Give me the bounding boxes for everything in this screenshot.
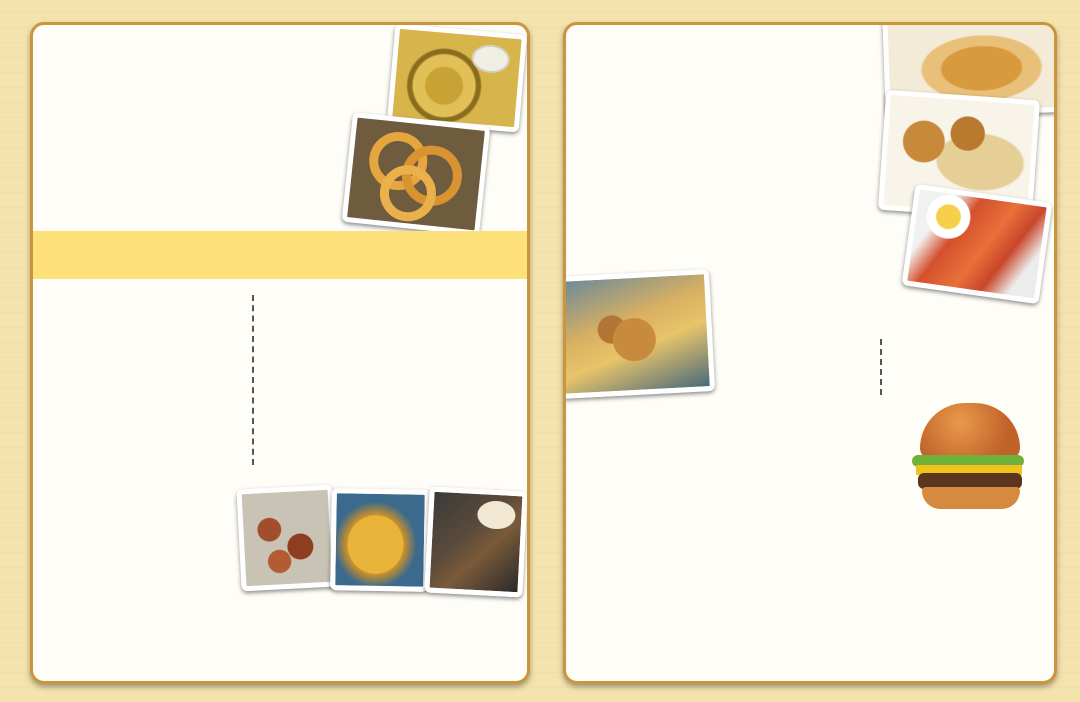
sides-banner [33,231,527,279]
menu-item-row [49,465,223,483]
snow-crab-caption [1012,213,1042,217]
menu-item-row [49,79,317,99]
catfish-photo [330,488,430,592]
menu-item-row [279,392,453,410]
menu-item-row [49,161,317,181]
menu-item-row [49,373,223,391]
grilled-list [279,355,453,465]
snow-crab-row [582,239,860,259]
menu-item-row [279,373,453,391]
poboys-divider [880,339,882,395]
pick-line [49,601,489,623]
menu-item-row [49,429,223,447]
mahi-photo [424,487,527,598]
menu-item-row [49,410,223,428]
menu-item-row [49,120,317,140]
column-divider [252,295,254,465]
shrimp-photo [236,485,337,592]
menu-item-row [49,484,223,502]
right-menu-panel [563,22,1057,684]
menu-item-row [49,447,223,465]
old-time-list [49,355,223,521]
menu-item-row [728,356,862,375]
burger-bun-top [920,403,1020,459]
catfish-pontchartrain-caption [892,36,972,39]
french-scallops-row [582,184,860,204]
menu-item-row [49,181,317,201]
menu-item-row [279,429,453,447]
burger-photo [906,403,1030,515]
poboys-list-2 [898,337,1034,393]
menu-item-row [898,356,1034,375]
left-menu-panel [30,22,530,684]
menu-item-row [49,99,317,119]
menu-item-row [279,355,453,373]
pick-line [49,645,489,667]
appetizers-list [49,79,317,222]
menu-item-row [49,201,317,221]
menu-item-row [898,337,1034,356]
menu-item-row [49,502,223,520]
menu-item-row [728,374,862,393]
menu-item-row [582,140,860,158]
onion-rings-photo [342,112,491,236]
snow-crab-photo [902,184,1053,304]
mahi-caption [434,578,464,580]
menu-item-row [728,337,862,356]
menu-item-row [49,140,317,160]
menu-item-row [582,158,860,176]
combo-lines [49,601,489,667]
menu-item-row [279,447,453,465]
gator-poboy-caption [573,289,623,292]
menu-item-row [49,392,223,410]
menu-item-row [582,122,860,140]
pick-line [49,623,489,645]
poboys-list-1 [728,337,862,393]
burger-bun-bottom [922,487,1020,509]
menu-item-row [49,355,223,373]
coleslaw-cup [477,500,516,530]
fried-pickles-photo [387,23,527,132]
menu-item-row [279,410,453,428]
sauce-cup [471,43,511,74]
pontchartrain-list [582,122,860,176]
gator-poboy-photo [563,269,715,399]
menu-item-row [898,374,1034,393]
